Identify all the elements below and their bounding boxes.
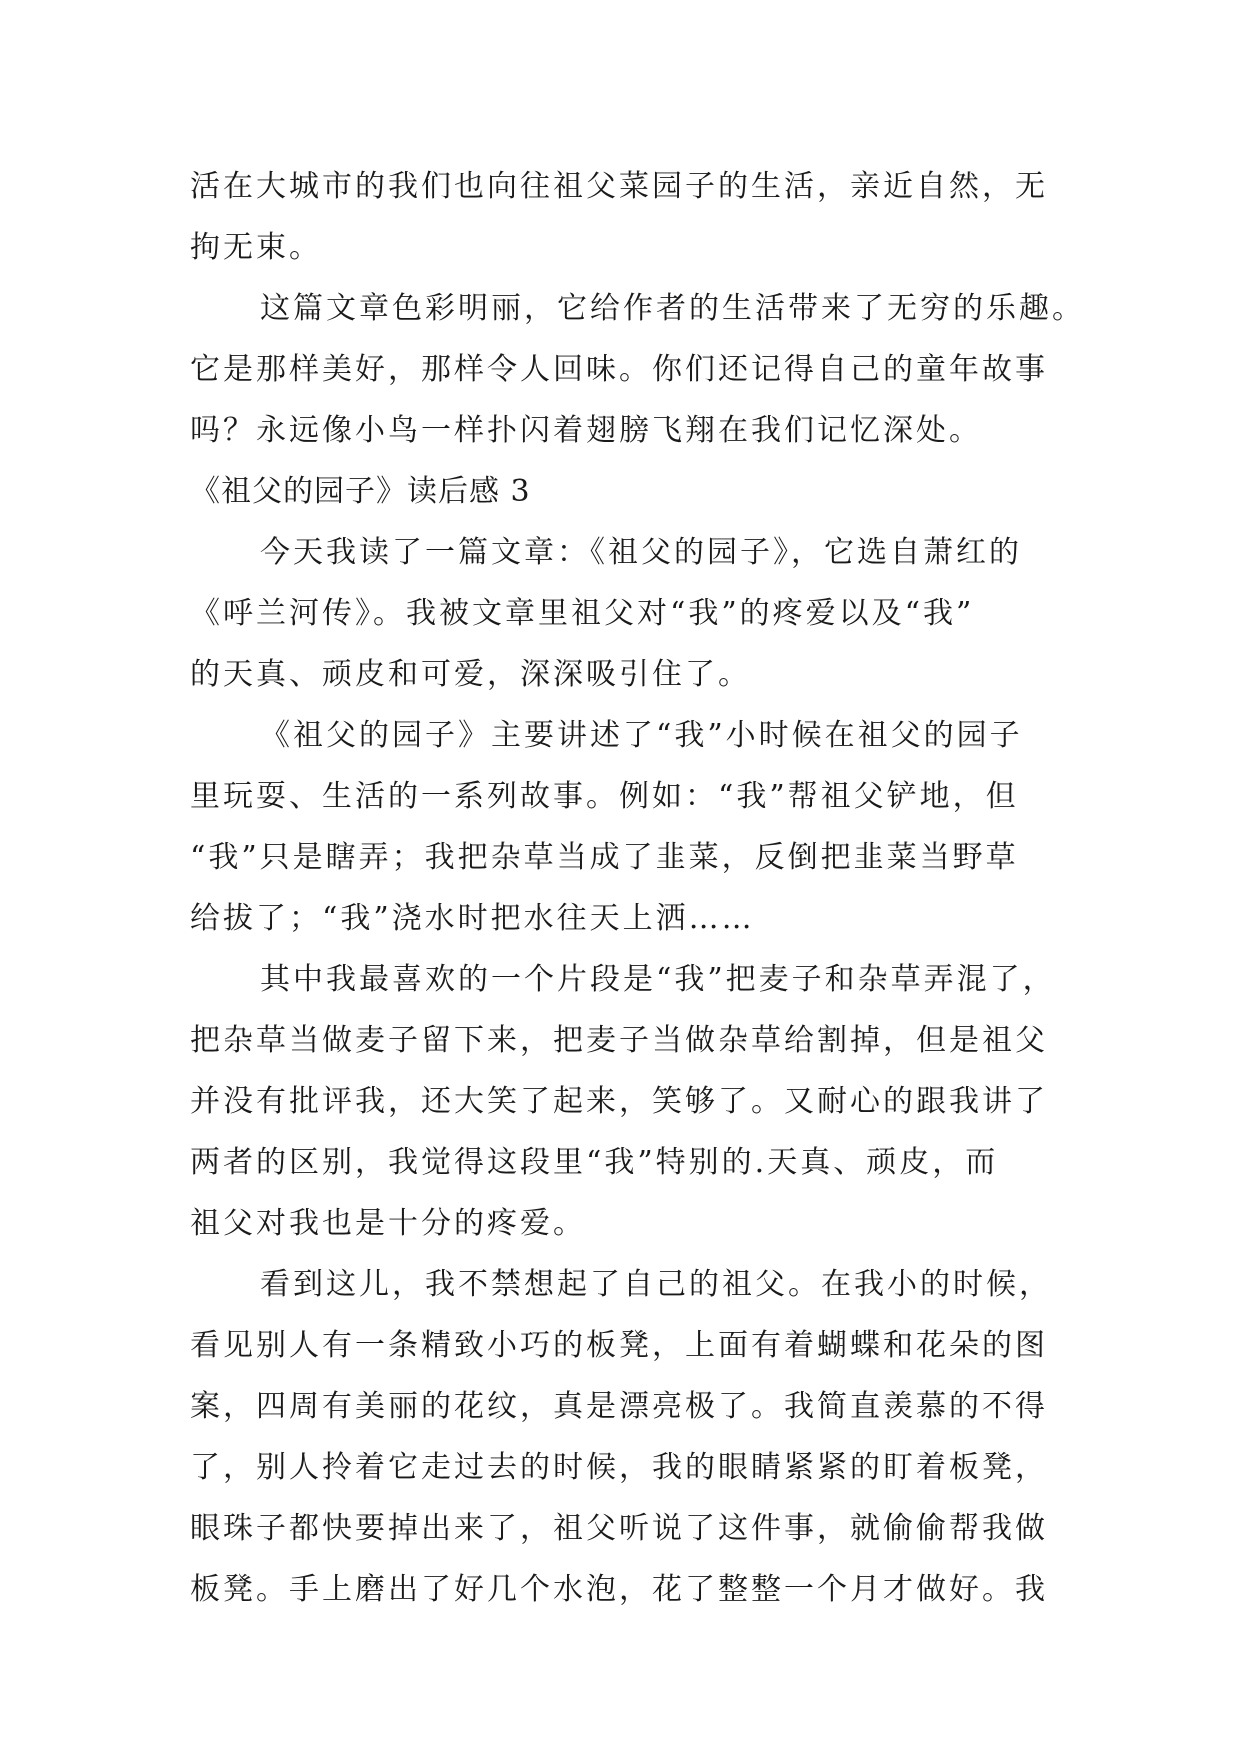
text-line: 《祖父的园子》主要讲述了“我”小时候在祖父的园子 — [260, 718, 1023, 753]
text-line: 两者的区别，我觉得这段里“我”特别的.天真、顽皮，而 — [190, 1145, 999, 1180]
text-line: 其中我最喜欢的一个片段是“我”把麦子和杂草弄混了， — [260, 962, 1056, 997]
text-line: 活在大城市的我们也向往祖父菜园子的生活，亲近自然，无 — [190, 169, 1048, 204]
text-line: 看见别人有一条精致小巧的板凳，上面有着蝴蝶和花朵的图 — [190, 1328, 1048, 1363]
text-line: “我”只是瞎弄；我把杂草当成了韭菜，反倒把韭菜当野草 — [190, 840, 1019, 875]
text-line: 它是那样美好，那样令人回味。你们还记得自己的童年故事 — [190, 352, 1048, 387]
text-line: 并没有批评我，还大笑了起来，笑够了。又耐心的跟我讲了 — [190, 1084, 1048, 1119]
text-line: 的天真、顽皮和可爱，深深吸引住了。 — [190, 657, 751, 692]
text-line: 板凳。手上磨出了好几个水泡，花了整整一个月才做好。我 — [190, 1572, 1048, 1607]
text-line: 里玩耍、生活的一系列故事。例如：“我”帮祖父铲地，但 — [190, 779, 1019, 814]
text-line: 眼珠子都快要掉出来了，祖父听说了这件事，就偷偷帮我做 — [190, 1511, 1048, 1546]
text-line: 了，别人拎着它走过去的时候，我的眼睛紧紧的盯着板凳， — [190, 1450, 1048, 1485]
text-line: 看到这儿，我不禁想起了自己的祖父。在我小的时候， — [260, 1267, 1052, 1302]
document-body — [190, 156, 1090, 1620]
text-line: 这篇文章色彩明丽，它给作者的生活带来了无穷的乐趣。 — [260, 291, 1085, 326]
text-line: 把杂草当做麦子留下来，把麦子当做杂草给割掉，但是祖父 — [190, 1023, 1048, 1058]
text-line: 《呼兰河传》。我被文章里祖父对“我”的疼爱以及“我” — [190, 596, 975, 631]
section-heading: 《祖父的园子》读后感 3 — [190, 474, 531, 509]
text-line: 今天我读了一篇文章：《祖父的园子》，它选自萧红的 — [260, 535, 1022, 570]
text-line: 拘无束。 — [190, 230, 322, 265]
text-line: 吗？永远像小鸟一样扑闪着翅膀飞翔在我们记忆深处。 — [190, 413, 982, 448]
text-line: 案，四周有美丽的花纹，真是漂亮极了。我简直羡慕的不得 — [190, 1389, 1048, 1424]
text-line: 给拔了；“我”浇水时把水往天上洒…… — [190, 901, 755, 936]
text-line: 祖父对我也是十分的疼爱。 — [190, 1206, 586, 1241]
